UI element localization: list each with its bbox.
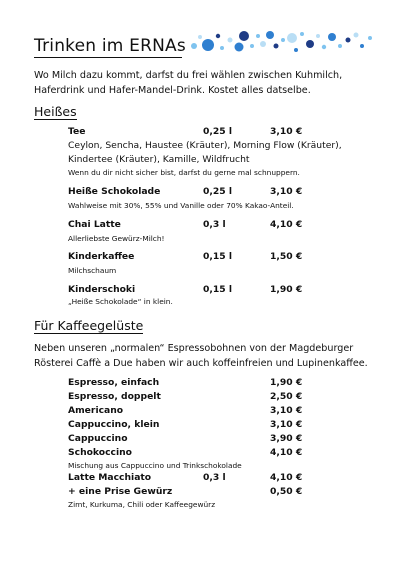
item-note: Wahlweise mit 30%, 55% und Vanille oder 70% Kakao-Anteil. <box>68 201 294 210</box>
item-price: 0,50 € <box>270 486 303 497</box>
item-name: Heiße Schokolade <box>68 186 161 197</box>
section-heading-hot-label: Heißes <box>34 104 77 119</box>
menu-item-prise-gewuerz <box>68 486 368 499</box>
item-price: 3,10 € <box>270 419 303 430</box>
item-size: 0,25 l <box>203 126 233 137</box>
page-title: Trinken im ERNAs <box>34 36 186 56</box>
section-heading-coffee <box>34 318 143 333</box>
item-note-gewuerz: Zimt, Kurkuma, Chili oder Kaffeegewürz <box>68 500 216 509</box>
menu-item-cappuccino <box>68 433 368 446</box>
decorative-dots <box>0 0 400 70</box>
item-name: Chai Latte <box>68 219 121 230</box>
item-note: Allerliebste Gewürz-Milch! <box>68 234 165 243</box>
item-price: 4,10 € <box>270 219 303 230</box>
item-note-schokoccino: Mischung aus Cappuccino und Trinkschokolade <box>68 461 242 470</box>
item-size: 0,3 l <box>203 472 226 483</box>
item-name: Latte Macchiato <box>68 472 152 483</box>
item-note: „Heiße Schokolade“ in klein. <box>68 297 173 306</box>
menu-item-espresso-einfach <box>68 377 368 390</box>
item-name: Schokoccino <box>68 447 132 458</box>
item-name: Kinderschoki <box>68 284 136 295</box>
item-size: 0,25 l <box>203 186 233 197</box>
item-price: 3,10 € <box>270 186 303 197</box>
item-name: + eine Prise Gewürz <box>68 486 173 497</box>
menu-item-americano <box>68 405 368 418</box>
item-price: 1,90 € <box>270 284 303 295</box>
item-price: 1,50 € <box>270 251 303 262</box>
item-note: Milchschaum <box>68 266 117 275</box>
intro-text: Wo Milch dazu kommt, darfst du frei wählen zwischen Kuhmilch, Haferdrink und Hafer-Mandel-Drink. Kostet alles datselbe. <box>34 70 343 96</box>
item-price: 3,10 € <box>270 405 303 416</box>
item-size: 0,15 l <box>203 251 233 262</box>
menu-item-espresso-doppelt <box>68 391 368 404</box>
menu-item-cappuccino-klein <box>68 419 368 432</box>
item-name: Espresso, doppelt <box>68 391 161 402</box>
item-name: Americano <box>68 405 124 416</box>
item-size: 0,15 l <box>203 284 233 295</box>
item-size: 0,3 l <box>203 219 226 230</box>
item-name: Kinderkaffee <box>68 251 135 262</box>
item-name: Cappuccino <box>68 433 128 444</box>
menu-item-schokoccino <box>68 447 368 460</box>
title-underline <box>34 57 182 58</box>
item-price: 1,90 € <box>270 377 303 388</box>
menu-item-latte-macchiato <box>68 472 368 485</box>
section-heading-coffee-label: Für Kaffeegelüste <box>34 318 144 333</box>
item-name: Cappuccino, klein <box>68 419 160 430</box>
item-price: 4,10 € <box>270 472 303 483</box>
item-name: Tee <box>68 126 86 137</box>
item-note: Wenn du dir nicht sicher bist, darfst du gerne mal schnuppern. <box>68 168 300 177</box>
item-price: 2,50 € <box>270 391 303 402</box>
item-description: Ceylon, Sencha, Haustee (Kräuter), Morning Flow (Kräuter), Kindertee (Kräuter), Kamille, Wildfrucht <box>68 140 342 165</box>
coffee-intro-text: Neben unseren „normalen“ Espressobohnen von der Magdeburger Rösterei Caffè a Due haben wir auch koffeinfreien und Lupinenkaffee. <box>34 343 368 369</box>
item-price: 4,10 € <box>270 447 303 458</box>
item-price: 3,10 € <box>270 126 303 137</box>
item-price: 3,90 € <box>270 433 303 444</box>
section-heading-hot <box>34 104 77 119</box>
item-name: Espresso, einfach <box>68 377 160 388</box>
